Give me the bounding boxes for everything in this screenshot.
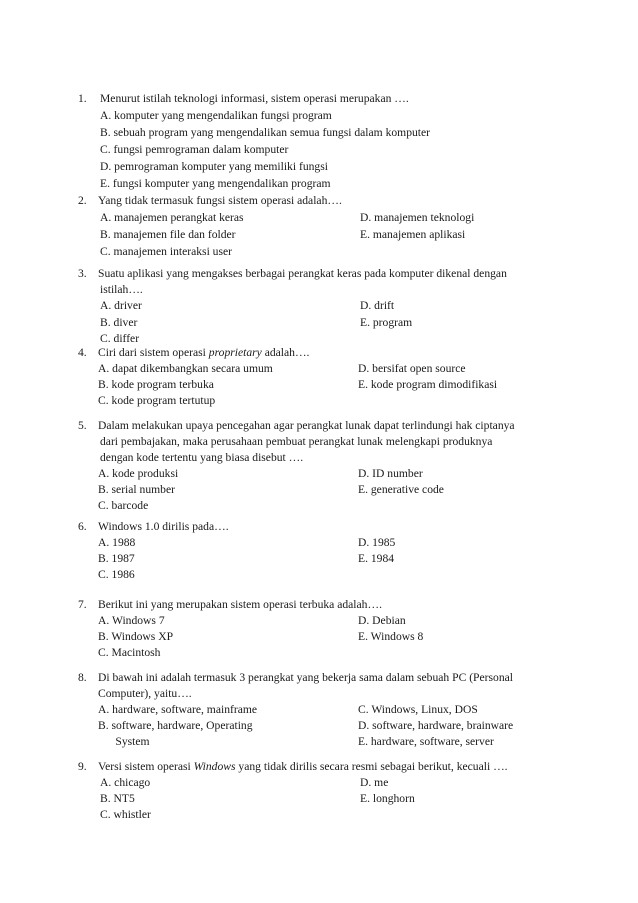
option-b: B. diver xyxy=(100,316,138,329)
option-a: A. driver xyxy=(100,299,142,312)
option-d: D. bersifat open source xyxy=(358,362,466,375)
option-b: B. NT5 xyxy=(100,792,135,805)
question-number: 7. xyxy=(78,598,87,611)
stem-italic-term: Windows xyxy=(193,760,236,773)
option-b: B. Windows XP xyxy=(98,630,174,643)
option-e: E. fungsi komputer yang mengendalikan program xyxy=(100,177,331,190)
option-e: E. hardware, software, server xyxy=(358,735,494,748)
option-b: B. sebuah program yang mengendalikan semua fungsi dalam komputer xyxy=(100,126,431,139)
option-d: D. pemrograman komputer yang memiliki fungsi xyxy=(100,160,328,173)
option-a: A. hardware, software, mainframe xyxy=(98,703,258,716)
question-stem: Di bawah ini adalah termasuk 3 perangkat yang bekerja sama dalam sebuah PC (Personal xyxy=(98,671,513,684)
option-e: E. longhorn xyxy=(360,792,415,805)
option-a: A. 1988 xyxy=(98,536,136,549)
option-b: B. kode program terbuka xyxy=(98,378,214,391)
option-c: C. Macintosh xyxy=(98,646,161,659)
option-a: A. kode produksi xyxy=(98,467,179,480)
question-number: 6. xyxy=(78,520,87,533)
question-stem-continued: dari pembajakan, maka perusahaan pembuat perangkat lunak melengkapi produknya xyxy=(100,435,493,448)
option-c: C. whistler xyxy=(100,808,151,821)
option-e: E. kode program dimodifikasi xyxy=(358,378,498,391)
option-c: C. manajemen interaksi user xyxy=(100,245,232,258)
stem-text: Versi sistem operasi xyxy=(98,760,194,773)
option-b: B. serial number xyxy=(98,483,175,496)
option-c: C. barcode xyxy=(98,499,149,512)
stem-text-end: yang tidak dirilis secara resmi sebagai berikut, kecuali …. xyxy=(235,760,508,773)
question-stem-continued: istilah…. xyxy=(100,283,143,296)
question-stem xyxy=(98,346,309,360)
question-number: 9. xyxy=(78,760,87,773)
question-stem-continued: Computer), yaitu…. xyxy=(98,687,192,700)
question-stem: Dalam melakukan upaya pencegahan agar perangkat lunak dapat terlindungi hak ciptanya xyxy=(98,419,515,432)
option-b: B. manajemen file dan folder xyxy=(100,228,236,241)
option-a: A. dapat dikembangkan secara umum xyxy=(98,362,273,375)
option-a: A. chicago xyxy=(100,776,151,789)
option-c: C. 1986 xyxy=(98,568,135,581)
option-a: A. manajemen perangkat keras xyxy=(100,211,244,224)
option-d: D. manajemen teknologi xyxy=(360,211,475,224)
stem-text-end: adalah…. xyxy=(261,346,310,359)
question-stem-continued: dengan kode tertentu yang biasa disebut …. xyxy=(100,451,304,464)
option-e: E. generative code xyxy=(358,483,444,496)
option-e: E. Windows 8 xyxy=(358,630,424,643)
question-stem: Menurut istilah teknologi informasi, sistem operasi merupakan …. xyxy=(100,92,409,105)
option-d: D. drift xyxy=(360,299,395,312)
option-b-continued: System xyxy=(98,735,150,748)
question-number: 1. xyxy=(78,92,87,105)
option-a: A. Windows 7 xyxy=(98,614,165,627)
question-number: 3. xyxy=(78,267,87,280)
option-b: B. 1987 xyxy=(98,552,135,565)
question-stem: Windows 1.0 dirilis pada…. xyxy=(98,520,229,533)
question-number: 2. xyxy=(78,194,87,207)
stem-italic-term: proprietary xyxy=(208,346,262,359)
stem-text: Ciri dari sistem operasi xyxy=(98,346,209,359)
question-stem: Berikut ini yang merupakan sistem operasi terbuka adalah…. xyxy=(98,598,382,611)
question-number: 8. xyxy=(78,671,87,684)
option-a: A. komputer yang mengendalikan fungsi program xyxy=(100,109,332,122)
option-d: D. me xyxy=(360,776,389,789)
option-c: C. Windows, Linux, DOS xyxy=(358,703,478,716)
option-e: E. manajemen aplikasi xyxy=(360,228,466,241)
option-d: D. ID number xyxy=(358,467,423,480)
option-d: D. 1985 xyxy=(358,536,396,549)
option-c: C. fungsi pemrograman dalam komputer xyxy=(100,143,289,156)
option-d: D. software, hardware, brainware xyxy=(358,719,514,732)
option-c: C. differ xyxy=(100,332,140,345)
question-stem xyxy=(98,760,508,774)
option-b: B. software, hardware, Operating xyxy=(98,719,253,732)
option-e: E. program xyxy=(360,316,413,329)
option-d: D. Debian xyxy=(358,614,406,627)
question-number: 5. xyxy=(78,419,87,432)
question-stem: Yang tidak termasuk fungsi sistem operasi adalah…. xyxy=(98,194,342,207)
option-e: E. 1984 xyxy=(358,552,395,565)
option-c: C. kode program tertutup xyxy=(98,394,216,407)
question-number: 4. xyxy=(78,346,87,359)
question-stem: Suatu aplikasi yang mengakses berbagai perangkat keras pada komputer dikenal dengan xyxy=(98,267,507,280)
